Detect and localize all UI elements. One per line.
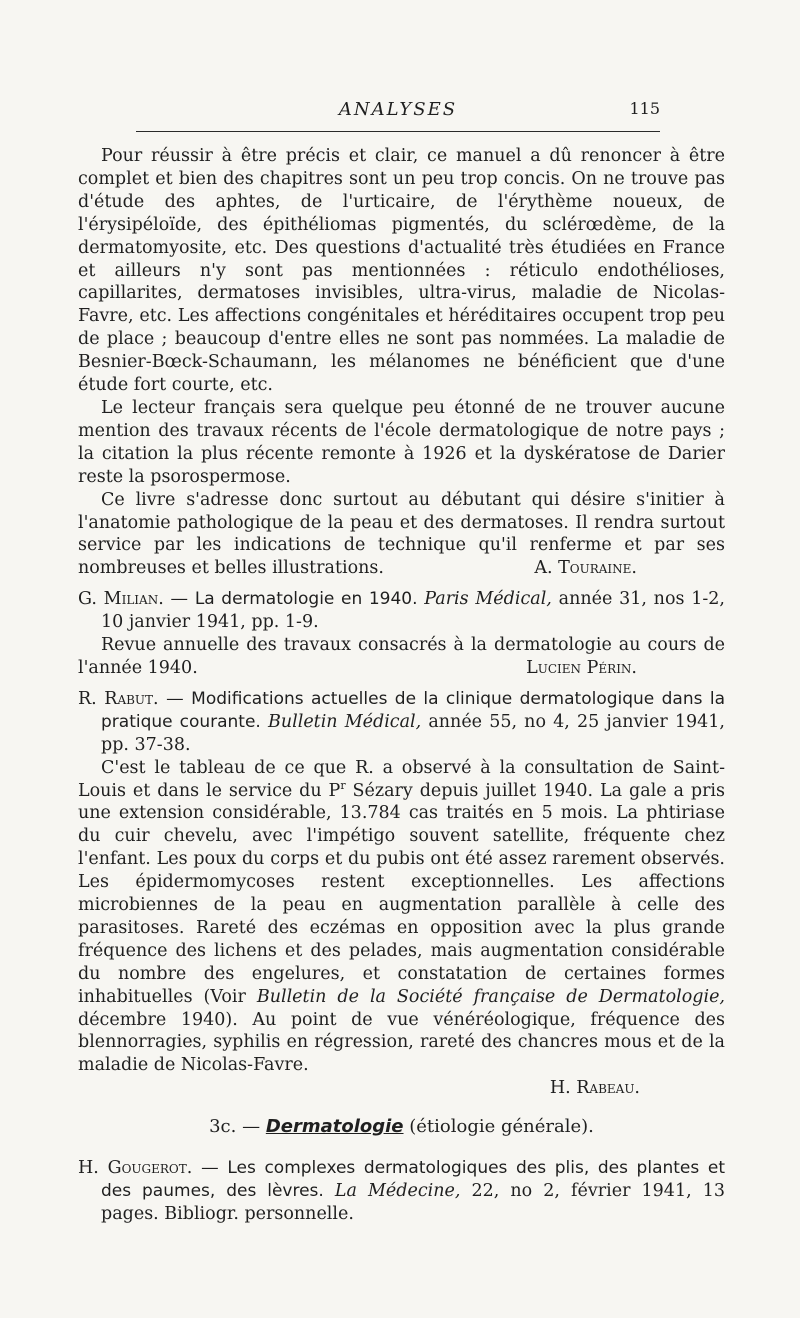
reference-details: année 55, no 4, 25 janvier 1941, pp. 37-38. <box>101 711 725 755</box>
reference-details: année 31, nos 1-2, 10 janvier 1941, pp. 1-9. <box>101 589 725 633</box>
body-italic: Bulletin de la Société française de Dermatologie, <box>256 986 725 1007</box>
reference-dash: — <box>158 688 192 709</box>
review-signature: A. Touraine. <box>534 558 637 579</box>
reference-details: 22, no 2, février 1941, 13 pages. Bibliogr. personnelle. <box>101 1181 725 1224</box>
body-text: décembre 1940). Au point de vue vénéréologique, fréquence des blennorragies, syphilis en régression, rareté des chancres mous et de la maladie de Nicolas-Favre. <box>78 1009 725 1076</box>
reference-journal: Bulletin Médical, <box>268 711 422 732</box>
reference-title: Modifications actuelles de la clinique dermatologique dans la pratique courante. <box>101 688 725 732</box>
superscript: r <box>340 778 346 792</box>
header-rule <box>136 131 660 132</box>
review-paragraph-3: Ce livre s'adresse donc surtout au débutant qui désire s'initier à l'anatomie pathologique de la peau et des dermatoses. Il rendra surtout service par les indications de technique qu'il renferme et par ses nombreuses et belles illustrations. <box>78 489 725 579</box>
reference-milian-body: Revue annuelle des travaux consacrés à la dermatologie au cours de l'année 1940. <box>78 635 725 678</box>
reference-milian <box>78 588 725 634</box>
reference-rabut-signature: H. Rabeau. <box>549 1078 640 1099</box>
reference-title: Les complexes dermatologiques des plis, des plantes et des paumes, des lèvres. <box>101 1158 725 1201</box>
review-paragraph-1: Pour réussir à être précis et clair, ce manuel a dû renoncer à être complet et bien des chapitres sont un peu trop concis. On ne trouve pas d'étude des aphtes, de l'urticaire, de l'érythème noueux, de l'érysipéloïde, des épithéliomas pigmentés, du sclérœdème, de la dermatomyosite, etc. Des questions d'actualité très étudiées en France et ailleurs n'y sont pas mentionnées : réticulo endothélioses, capillarites, dermatoses invisibles, ultra-virus, maladie de Nicolas-Favre, etc. Les affections congénitales et héréditaires occupent trop peu de place ; beaucoup d'entre elles ne sont pas nommées. La maladie de Besnier-Bœck-Schaumann, les mélanomes ne bénéficient que d'une étude fort courte, etc. <box>78 146 725 396</box>
running-title: ANALYSES <box>338 99 458 120</box>
page-body <box>78 145 725 1226</box>
reference-title: La dermatologie en 1940. <box>194 589 418 610</box>
section-heading <box>78 1116 725 1139</box>
reference-journal: Paris Médical, <box>424 589 552 610</box>
page-header <box>136 95 660 125</box>
reference-dash: — <box>163 589 195 610</box>
section-subtitle: (étiologie générale). <box>403 1116 594 1138</box>
body-text: C'est le tableau de ce que R. a observé à la consultation de Saint-Louis et dans le service du P <box>78 757 725 801</box>
reference-rabut-body <box>78 757 725 1078</box>
reference-dash: — <box>192 1158 228 1179</box>
reference-milian-signature: Lucien Périn. <box>526 657 637 678</box>
reference-author: R. Rabut. <box>78 688 159 709</box>
reference-rabut <box>78 688 725 757</box>
reference-author: G. Milian. <box>78 589 164 610</box>
reference-gougerot <box>78 1157 725 1226</box>
section-dash: — <box>236 1116 266 1138</box>
reference-journal: La Médecine, <box>334 1181 461 1201</box>
review-paragraph-2: Le lecteur français sera quelque peu étonné de ne trouver aucune mention des travaux récents de l'école dermatologique de notre pays ; la citation la plus récente remonte à 1926 et la dyskératose de Darier reste la psorospermose. <box>78 397 725 487</box>
section-number: 3c. <box>209 1116 237 1138</box>
body-text: Sézary depuis juillet 1940. La gale a pris une extension considérable, 13.784 cas traités en 5 mois. La phtiriase du cuir chevelu, avec l'impétigo souvent satellite, fréquente chez l'enfant. Les poux du corps et du pubis ont été assez rarement observés. Les épidermomycoses restent exceptionnelles. Les affections microbiennes de la peau en augmentation parallèle à celle des parasitoses. Rareté des eczémas en opposition avec la plus grande fréquence des lichens et des pelades, mais augmentation considérable du nombre des engelures, et constatation de certaines formes inhabituelles (Voir <box>78 780 726 1007</box>
page-number: 115 <box>629 99 660 118</box>
section-title: Dermatologie <box>265 1116 404 1138</box>
reference-author: H. Gougerot. <box>78 1158 193 1179</box>
